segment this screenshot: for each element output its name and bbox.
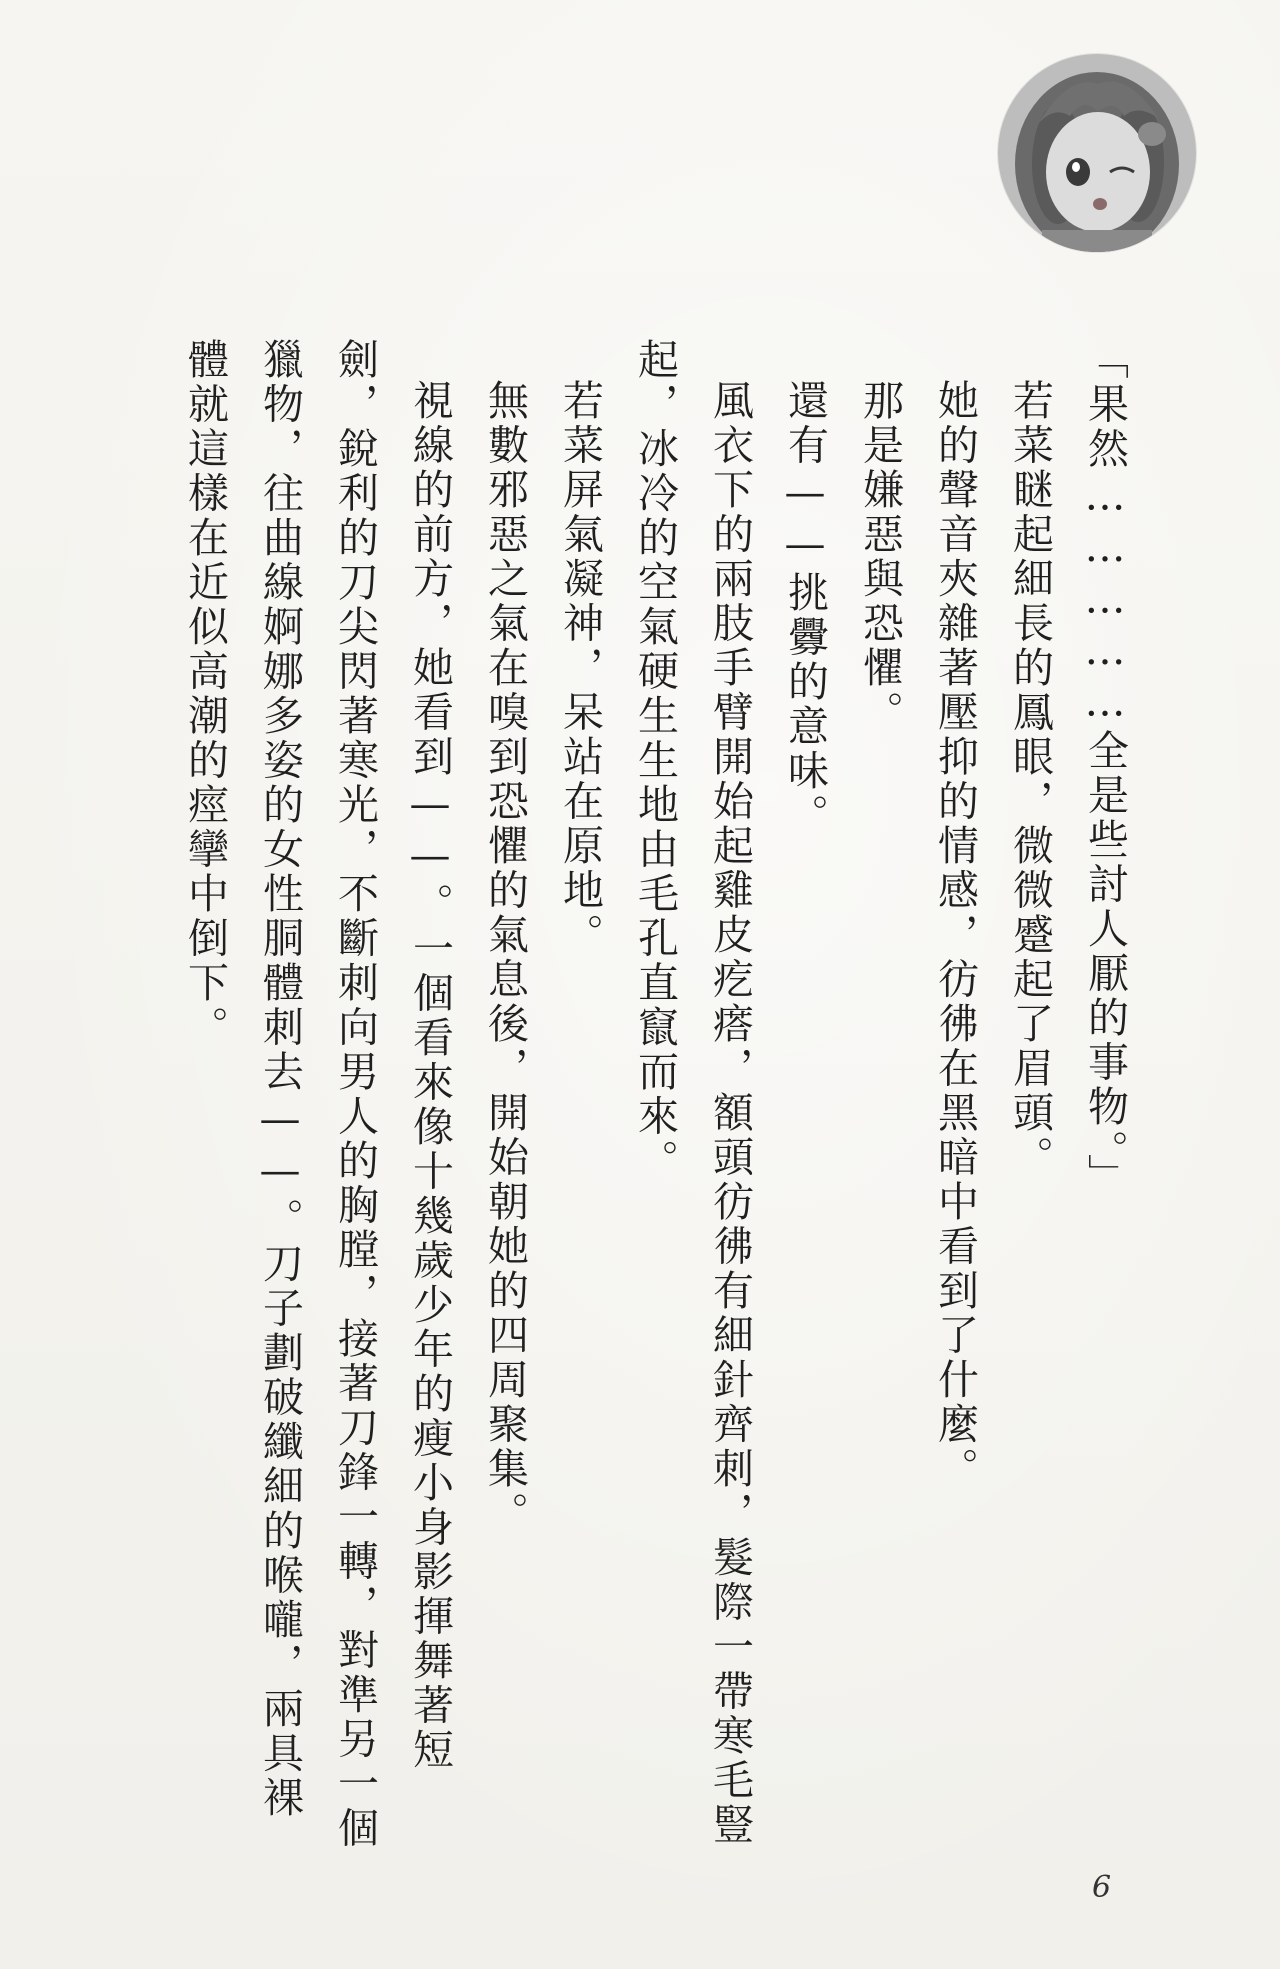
text-paragraph: 她的聲音夾雜著壓抑的情感，彷彿在黑暗中看到了什麼。 (931, 379, 979, 1492)
page-number: 6 (1092, 1870, 1112, 1905)
vertical-text-body (167, 338, 1142, 1858)
anime-girl-icon (998, 54, 1196, 252)
text-paragraph: 那是嫌惡與恐懼。 (856, 379, 904, 735)
text-paragraph: 若菜瞇起細長的鳳眼，微微蹙起了眉頭。 (1006, 379, 1054, 1180)
text-paragraph: 視線的前方，她看到——。一個看來像十幾歲少年的瘦小身影揮舞著短劍，銳利的刀尖閃著寒光，不斷刺向男人的胸膛，接著刀鋒一轉，對準另一個獵物，往曲線婀娜多姿的女性胴體刺去——。刀子劃破纖細的喉嚨，兩具裸體就這樣在近似高潮的痙攣中倒下。 (181, 338, 454, 1851)
text-paragraph: 風衣下的兩肢手臂開始起雞皮疙瘩，額頭彷彿有細針齊刺，髮際一帶寒毛豎起，冰冷的空氣硬生生地由毛孔直竄而來。 (631, 338, 754, 1848)
text-paragraph: 若菜屏氣凝神，呆站在原地。 (556, 379, 604, 958)
text-paragraph: 還有——挑釁的意味。 (781, 379, 829, 838)
portrait-illustration (998, 54, 1196, 252)
dialogue-paragraph: 「果然……………全是些討人厭的事物。」 (1081, 338, 1129, 1198)
text-paragraph: 無數邪惡之氣在嗅到恐懼的氣息後，開始朝她的四周聚集。 (481, 379, 529, 1536)
